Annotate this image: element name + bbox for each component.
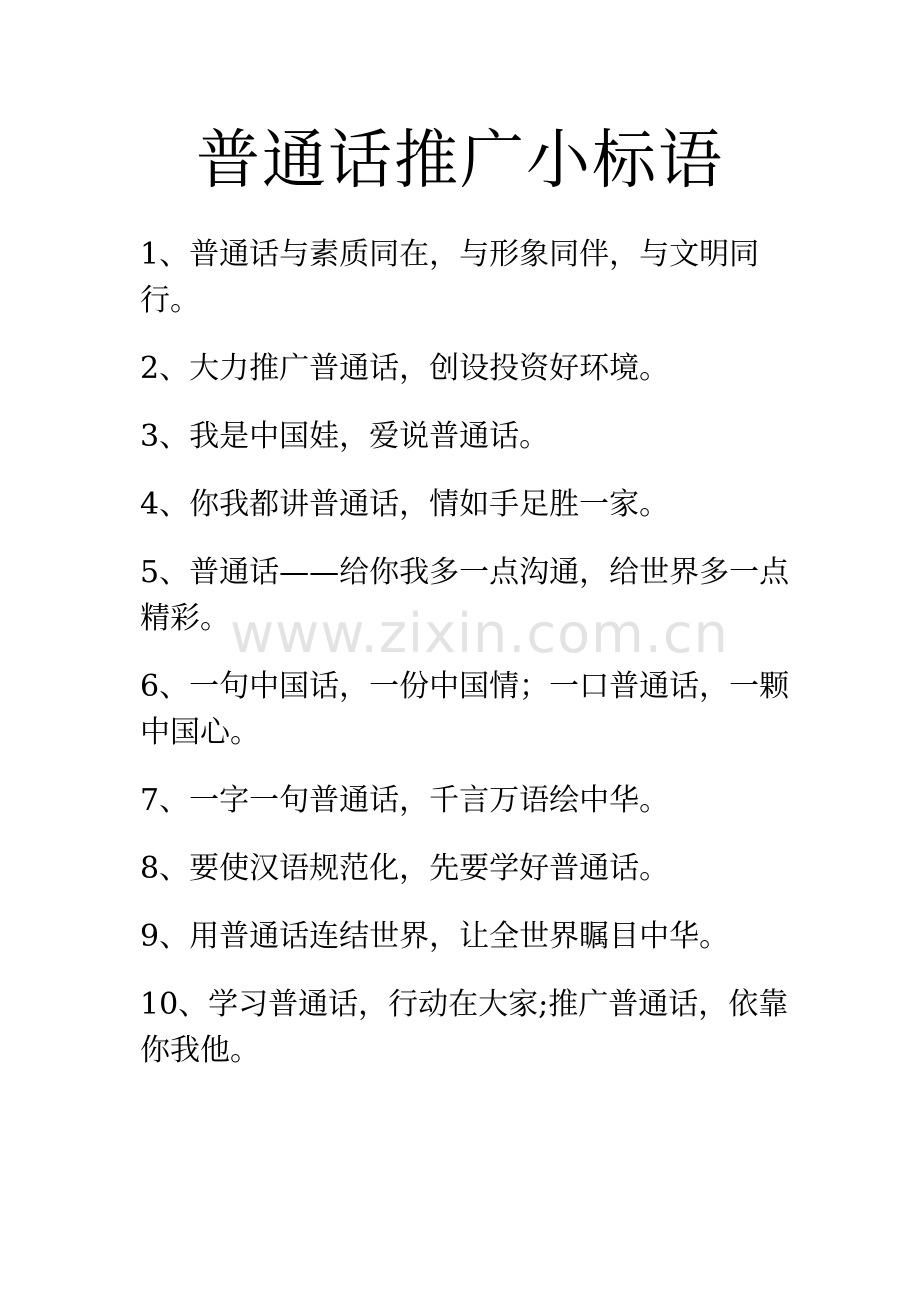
slogan-item: 6、一句中国话，一份中国情；一口普通话，一颗中国心。: [140, 669, 790, 750]
slogan-item: 8、要使汉语规范化，先要学好普通话。: [140, 851, 670, 886]
slogan-item: 1、普通话与素质同在，与形象同伴，与文明同行。: [140, 237, 760, 318]
slogan-item: 9、用普通话连结世界，让全世界瞩目中华。: [140, 919, 730, 954]
document-title: 普通话推广小标语: [196, 124, 724, 198]
slogan-list: [140, 232, 800, 1096]
watermark: www.zixin.com.cn: [230, 602, 729, 665]
slogan-item: 7、一字一句普通话，千言万语绘中华。: [140, 783, 670, 818]
slogan-item: 4、你我都讲普通话，情如手足胜一家。: [140, 487, 670, 522]
slogan-item: 3、我是中国娃，爱说普通话。: [140, 419, 550, 454]
slogan-item: 5、普通话——给你我多一点沟通，给世界多一点精彩。: [140, 555, 790, 636]
slogan-item: 10、学习普通话，行动在大家;推广普通话，依靠你我他。: [140, 987, 789, 1068]
slogan-item: 2、大力推广普通话，创设投资好环境。: [140, 351, 670, 386]
